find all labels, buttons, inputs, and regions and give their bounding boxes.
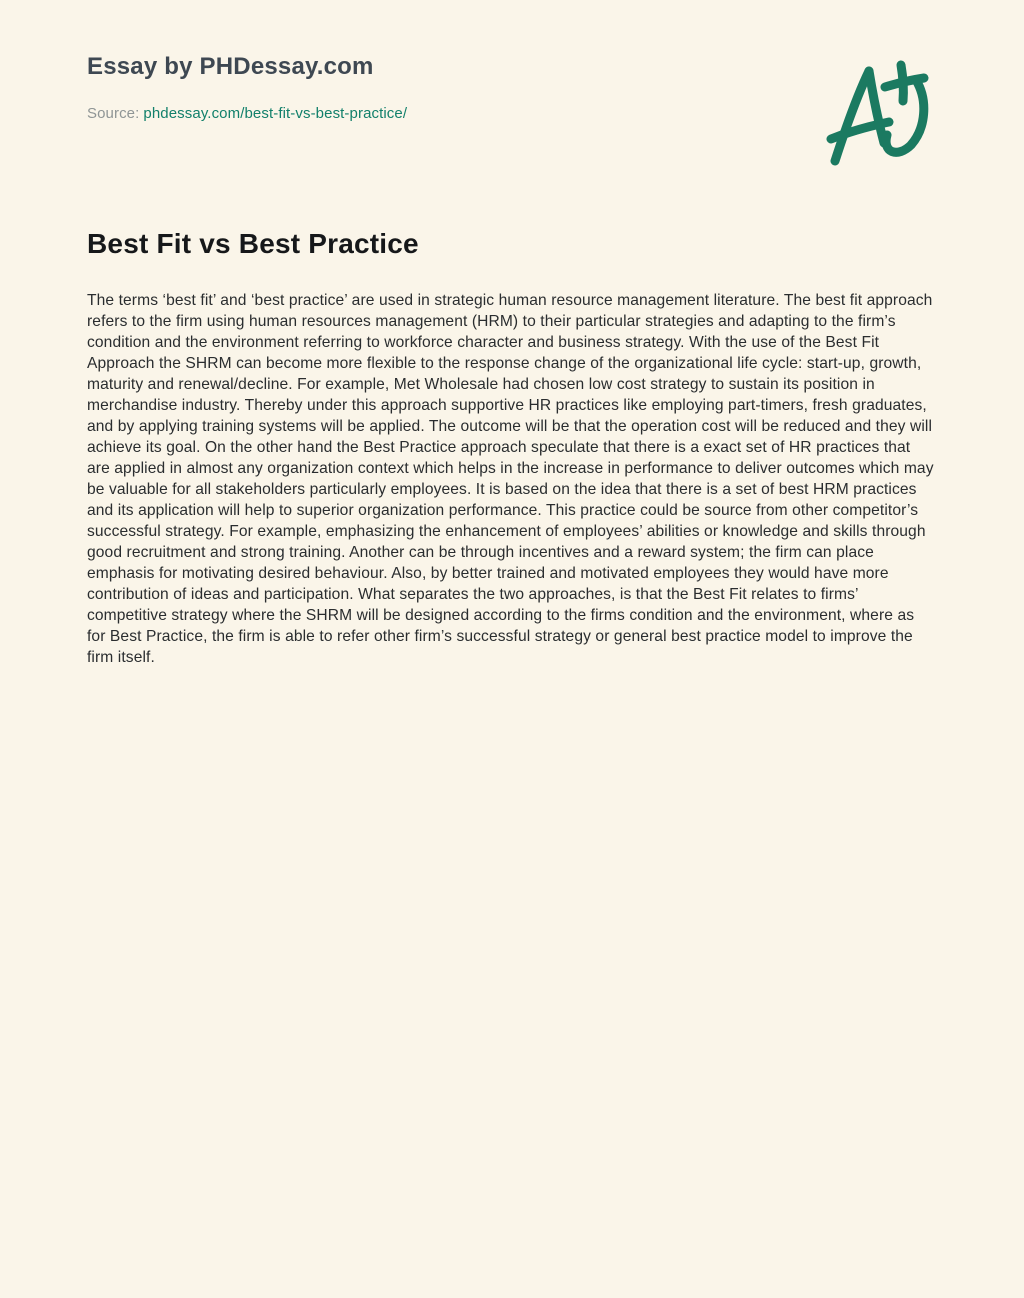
article-title: Best Fit vs Best Practice [87, 228, 419, 259]
a-plus-logo-icon [826, 58, 930, 170]
source-line [87, 105, 407, 122]
page-header [87, 50, 936, 170]
article-body: The terms ‘best fit’ and ‘best practice’ are used in strategic human resource management literature. The best fit approach refers to the firm using human resources management (HRM) to their particular strategies and adapting to the firm’s condition and the environment referring to workforce character and business strategy. With the use of the Best Fit Approach the SHRM can become more flexible to the response change of the organizational life cycle: start-up, growth, maturity and renewal/decline. For example, Met Wholesale had chosen low cost strategy to sustain its position in merchandise industry. Thereby under this approach supportive HR practices like employing part-timers, fresh graduates, and by applying training systems will be applied. The outcome will be that the operation cost will be reduced and they will achieve its goal. On the other hand the Best Practice approach speculate that there is a exact set of HR practices that are applied in almost any organization context which helps in the increase in performance to deliver outcomes which may be valuable for all stakeholders particularly employees. It is based on the idea that there is a set of best HRM practices and its application will help to superior organization performance. This practice could be source from other competitor’s successful strategy. For example, emphasizing the enhancement of employees’ abilities or knowledge and skills through good recruitment and strong training. Another can be through incentives and a reward system; the firm can place emphasis for motivating desired behaviour. Also, by better trained and motivated employees they would have more contribution of ideas and participation. What separates the two approaches, is that the Best Fit relates to firms’ competitive strategy where the SHRM will be designed according to the firms condition and the environment, where as for Best Practice, the firm is able to refer other firm’s successful strategy or general best practice model to improve the firm itself. [87, 292, 934, 666]
source-label: Source: [87, 105, 140, 122]
page-title: Essay by PHDessay.com [87, 53, 374, 80]
header-text-block [87, 50, 407, 122]
source-link[interactable]: phdessay.com/best-fit-vs-best-practice/ [143, 105, 408, 122]
